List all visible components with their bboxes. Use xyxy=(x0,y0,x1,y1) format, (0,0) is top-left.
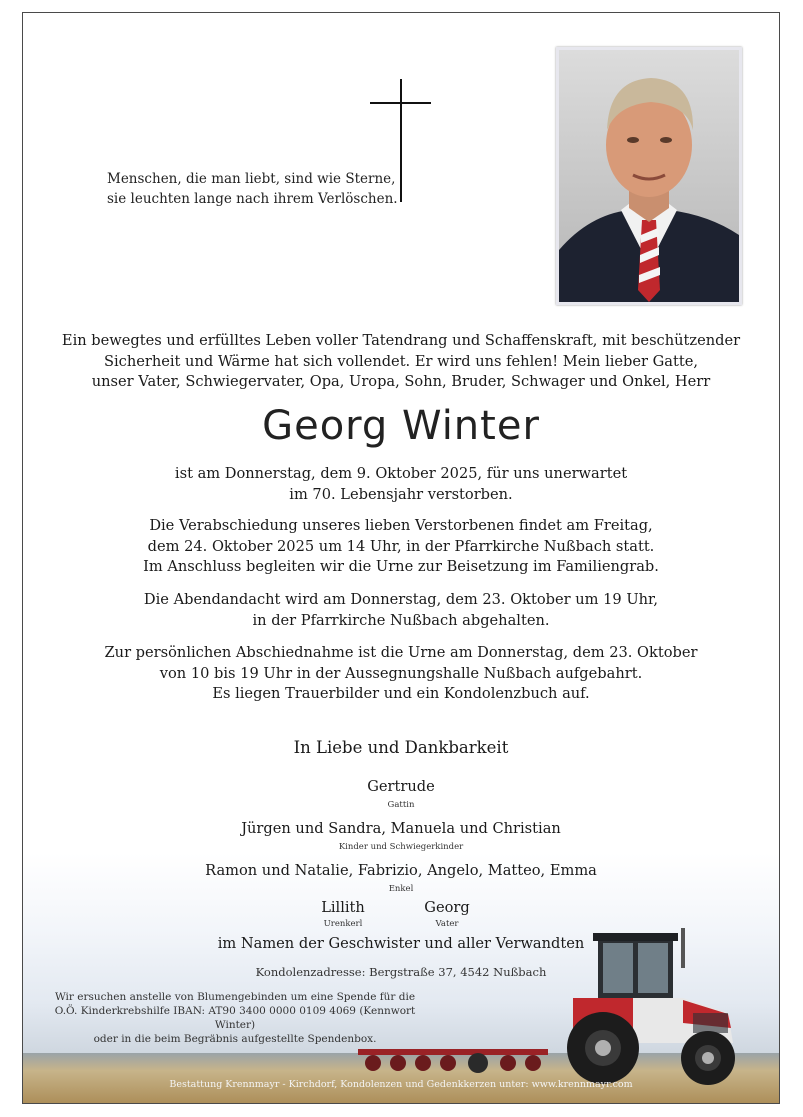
deceased-name: Georg Winter xyxy=(262,403,540,449)
grandchildren-relation: Enkel xyxy=(388,884,414,894)
cultivator-image xyxy=(353,1035,553,1075)
death-line-2: im 70. Lebensjahr verstorben. xyxy=(289,485,513,503)
portrait-photo xyxy=(556,47,742,305)
father-relation: Vater xyxy=(435,919,459,929)
evening-prayer-notice xyxy=(23,590,779,631)
spouse-relation: Gattin xyxy=(387,800,415,810)
donation-line-1: Wir ersuchen anstelle von Blumengebinden um eine Spende für die xyxy=(54,991,416,1003)
quote-line-1: Menschen, die man liebt, sind wie Sterne, xyxy=(107,171,396,187)
intro-line-3: unser Vater, Schwiegervater, Opa, Uropa, Sohn, Bruder, Schwager und Onkel, Herr xyxy=(91,373,711,390)
funeral-home-footer: Bestattung Krennmayr - Kirchdorf, Kondolenzen und Gedenkkerzen unter: www.krennmayr.com xyxy=(169,1079,633,1090)
thanks-heading: In Liebe und Dankbarkeit xyxy=(293,738,509,757)
intro-text xyxy=(23,331,779,393)
relatives-line: im Namen der Geschwister und aller Verwandten xyxy=(217,935,585,952)
father-name: Georg xyxy=(424,899,470,916)
prayer-line-2: in der Pfarrkirche Nußbach abgehalten. xyxy=(252,611,550,629)
children-names: Jürgen und Sandra, Manuela und Christian xyxy=(241,820,561,837)
grandchildren-names: Ramon und Natalie, Fabrizio, Angelo, Matteo, Emma xyxy=(205,862,597,879)
farewell-line-2: dem 24. Oktober 2025 um 14 Uhr, in der Pfarrkirche Nußbach statt. xyxy=(147,537,655,555)
obituary-card xyxy=(22,12,780,1104)
condolence-address: Kondolenzadresse: Bergstraße 37, 4542 Nußbach xyxy=(255,965,547,979)
memorial-quote xyxy=(107,169,398,209)
viewing-line-2: von 10 bis 19 Uhr in der Aussegnungshalle Nußbach aufgebahrt. xyxy=(159,664,643,682)
cross-icon xyxy=(400,79,402,202)
death-line-1: ist am Donnerstag, dem 9. Oktober 2025, für uns unerwartet xyxy=(174,465,628,482)
father xyxy=(397,899,497,929)
farewell-line-1: Die Verabschiedung unseres lieben Verstorbenen findet am Freitag, xyxy=(149,517,653,534)
donation-line-2: O.Ö. Kinderkrebshilfe IBAN: AT90 3400 0000 0109 4069 (Kennwort Winter) xyxy=(54,1005,416,1031)
viewing-line-1: Zur persönlichen Abschiednahme ist die Urne am Donnerstag, dem 23. Oktober xyxy=(104,644,698,661)
spouse-name: Gertrude xyxy=(367,778,435,795)
intro-line-1: Ein bewegtes und erfülltes Leben voller Tatendrang und Schaffenskraft, mit beschützender xyxy=(61,332,741,349)
great-grandchild xyxy=(293,899,393,929)
viewing-notice xyxy=(23,643,779,705)
prayer-line-1: Die Abendandacht wird am Donnerstag, dem 23. Oktober um 19 Uhr, xyxy=(143,591,659,608)
intro-line-2: Sicherheit und Wärme hat sich vollendet. Er wird uns fehlen! Mein lieber Gatte, xyxy=(103,352,699,370)
donation-line-3: oder in die beim Begräbnis aufgestellte Spendenbox. xyxy=(93,1033,377,1045)
death-notice xyxy=(23,464,779,505)
tractor-image xyxy=(543,928,743,1088)
great-grandchild-name: Lillith xyxy=(321,899,365,916)
cross-icon-bar xyxy=(370,102,431,104)
children-relation: Kinder und Schwiegerkinder xyxy=(338,842,464,852)
great-grandchild-relation: Urenkerl xyxy=(323,919,363,929)
quote-line-2: sie leuchten lange nach ihrem Verlöschen. xyxy=(107,191,398,207)
farewell-notice xyxy=(23,516,779,578)
farewell-line-3: Im Anschluss begleiten wir die Urne zur Beisetzung im Familiengrab. xyxy=(143,558,659,575)
viewing-line-3: Es liegen Trauerbilder und ein Kondolenzbuch auf. xyxy=(212,685,590,702)
